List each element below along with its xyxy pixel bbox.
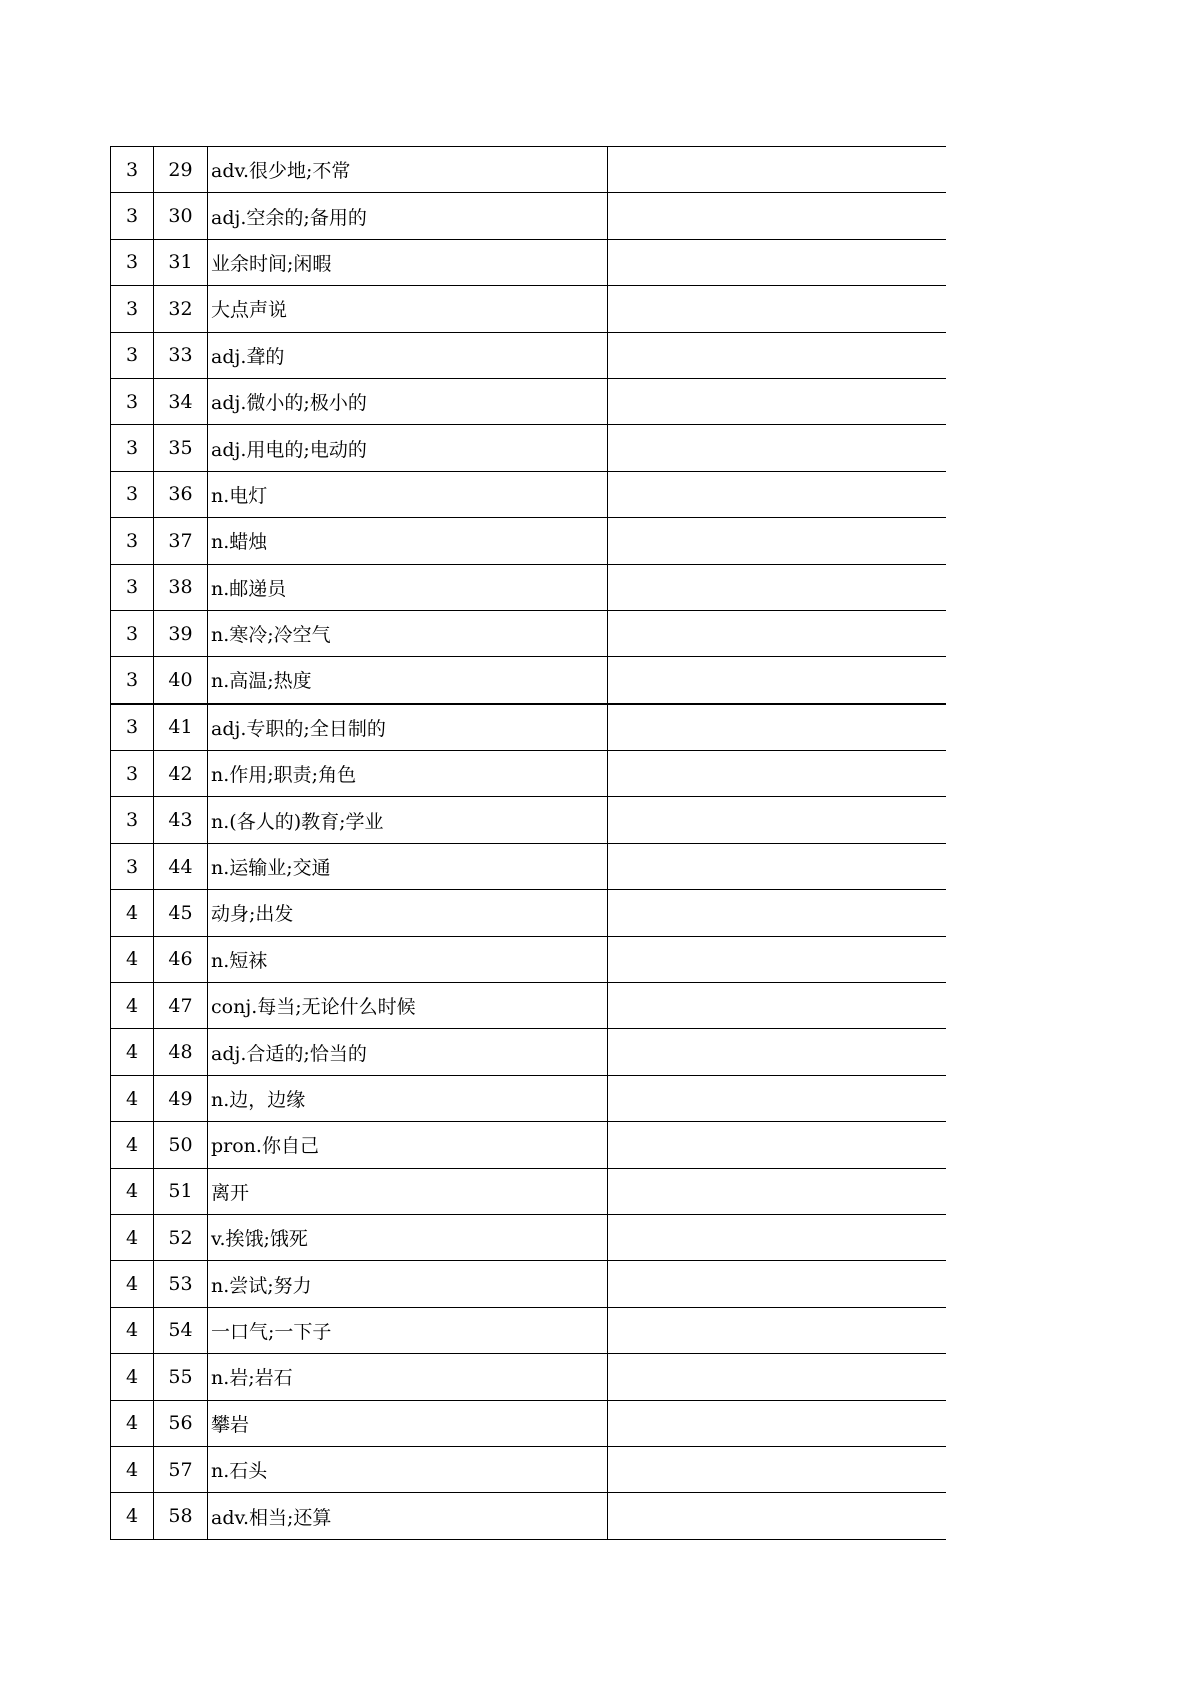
meaning-cell: n.作用;职责;角色 — [208, 751, 608, 797]
answer-cell[interactable] — [608, 518, 947, 564]
unit-cell: 3 — [111, 751, 154, 797]
table-row — [111, 1214, 947, 1260]
unit-cell: 3 — [111, 843, 154, 889]
meaning-cell: adj.聋的 — [208, 332, 608, 378]
number-cell: 51 — [154, 1168, 208, 1214]
number-cell: 48 — [154, 1029, 208, 1075]
meaning-cell: adj.合适的;恰当的 — [208, 1029, 608, 1075]
table-row — [111, 1354, 947, 1400]
answer-cell[interactable] — [608, 983, 947, 1029]
table-row — [111, 936, 947, 982]
vocabulary-table-body — [111, 147, 947, 1540]
number-cell: 41 — [154, 704, 208, 751]
table-row — [111, 1122, 947, 1168]
answer-cell[interactable] — [608, 1214, 947, 1260]
unit-cell: 4 — [111, 1400, 154, 1446]
table-row — [111, 471, 947, 517]
table-row — [111, 378, 947, 424]
answer-cell[interactable] — [608, 1354, 947, 1400]
answer-cell[interactable] — [608, 751, 947, 797]
number-cell: 37 — [154, 518, 208, 564]
table-row — [111, 751, 947, 797]
vocabulary-table — [110, 146, 946, 1540]
unit-cell: 3 — [111, 471, 154, 517]
answer-cell[interactable] — [608, 1029, 947, 1075]
table-row — [111, 983, 947, 1029]
table-row — [111, 1307, 947, 1353]
answer-cell[interactable] — [608, 378, 947, 424]
number-cell: 29 — [154, 147, 208, 193]
answer-cell[interactable] — [608, 797, 947, 843]
meaning-cell: adj.微小的;极小的 — [208, 378, 608, 424]
meaning-cell: adj.专职的;全日制的 — [208, 704, 608, 751]
table-row — [111, 1168, 947, 1214]
answer-cell[interactable] — [608, 657, 947, 704]
number-cell: 35 — [154, 425, 208, 471]
vocabulary-sheet — [110, 146, 946, 1540]
meaning-cell: n.邮递员 — [208, 564, 608, 610]
answer-cell[interactable] — [608, 1122, 947, 1168]
number-cell: 55 — [154, 1354, 208, 1400]
unit-cell: 4 — [111, 1493, 154, 1539]
unit-cell: 4 — [111, 1168, 154, 1214]
unit-cell: 4 — [111, 1214, 154, 1260]
meaning-cell: 一口气;一下子 — [208, 1307, 608, 1353]
unit-cell: 3 — [111, 147, 154, 193]
table-row — [111, 890, 947, 936]
unit-cell: 3 — [111, 518, 154, 564]
unit-cell: 3 — [111, 286, 154, 332]
meaning-cell: pron.你自己 — [208, 1122, 608, 1168]
number-cell: 44 — [154, 843, 208, 889]
number-cell: 43 — [154, 797, 208, 843]
unit-cell: 4 — [111, 1446, 154, 1492]
table-row — [111, 193, 947, 239]
unit-cell: 4 — [111, 1354, 154, 1400]
number-cell: 52 — [154, 1214, 208, 1260]
table-row — [111, 332, 947, 378]
unit-cell: 3 — [111, 564, 154, 610]
unit-cell: 3 — [111, 610, 154, 656]
table-row — [111, 797, 947, 843]
table-row — [111, 1446, 947, 1492]
meaning-cell: adj.用电的;电动的 — [208, 425, 608, 471]
table-row — [111, 1400, 947, 1446]
meaning-cell: n.边，边缘 — [208, 1075, 608, 1121]
meaning-cell: n.石头 — [208, 1446, 608, 1492]
table-row — [111, 564, 947, 610]
number-cell: 34 — [154, 378, 208, 424]
unit-cell: 3 — [111, 797, 154, 843]
meaning-cell: adv.相当;还算 — [208, 1493, 608, 1539]
table-row — [111, 147, 947, 193]
meaning-cell: v.挨饿;饿死 — [208, 1214, 608, 1260]
table-row — [111, 286, 947, 332]
table-row — [111, 843, 947, 889]
meaning-cell: conj.每当;无论什么时候 — [208, 983, 608, 1029]
unit-cell: 4 — [111, 1075, 154, 1121]
meaning-cell: 动身;出发 — [208, 890, 608, 936]
unit-cell: 3 — [111, 332, 154, 378]
unit-cell: 3 — [111, 193, 154, 239]
unit-cell: 4 — [111, 890, 154, 936]
answer-cell[interactable] — [608, 890, 947, 936]
number-cell: 40 — [154, 657, 208, 704]
table-row — [111, 657, 947, 704]
table-row — [111, 1493, 947, 1539]
table-row — [111, 1261, 947, 1307]
answer-cell[interactable] — [608, 286, 947, 332]
number-cell: 58 — [154, 1493, 208, 1539]
number-cell: 31 — [154, 239, 208, 285]
number-cell: 57 — [154, 1446, 208, 1492]
meaning-cell: n.寒冷;冷空气 — [208, 610, 608, 656]
table-row — [111, 518, 947, 564]
answer-cell[interactable] — [608, 1493, 947, 1539]
meaning-cell: n.蜡烛 — [208, 518, 608, 564]
number-cell: 50 — [154, 1122, 208, 1168]
number-cell: 54 — [154, 1307, 208, 1353]
unit-cell: 4 — [111, 1029, 154, 1075]
unit-cell: 4 — [111, 1122, 154, 1168]
meaning-cell: adv.很少地;不常 — [208, 147, 608, 193]
meaning-cell: 大点声说 — [208, 286, 608, 332]
answer-cell[interactable] — [608, 936, 947, 982]
answer-cell[interactable] — [608, 564, 947, 610]
answer-cell[interactable] — [608, 843, 947, 889]
table-row — [111, 704, 947, 751]
meaning-cell: n.(各人的)教育;学业 — [208, 797, 608, 843]
meaning-cell: adj.空余的;备用的 — [208, 193, 608, 239]
unit-cell: 3 — [111, 378, 154, 424]
number-cell: 56 — [154, 1400, 208, 1446]
number-cell: 36 — [154, 471, 208, 517]
unit-cell: 3 — [111, 657, 154, 704]
answer-cell[interactable] — [608, 239, 947, 285]
answer-cell[interactable] — [608, 471, 947, 517]
answer-cell[interactable] — [608, 1446, 947, 1492]
answer-cell[interactable] — [608, 332, 947, 378]
meaning-cell: 离开 — [208, 1168, 608, 1214]
number-cell: 45 — [154, 890, 208, 936]
answer-cell[interactable] — [608, 147, 947, 193]
answer-cell[interactable] — [608, 610, 947, 656]
answer-cell[interactable] — [608, 704, 947, 751]
unit-cell: 4 — [111, 936, 154, 982]
meaning-cell: n.运输业;交通 — [208, 843, 608, 889]
answer-cell[interactable] — [608, 1075, 947, 1121]
number-cell: 39 — [154, 610, 208, 656]
number-cell: 32 — [154, 286, 208, 332]
answer-cell[interactable] — [608, 1261, 947, 1307]
number-cell: 53 — [154, 1261, 208, 1307]
number-cell: 42 — [154, 751, 208, 797]
table-row — [111, 1075, 947, 1121]
answer-cell[interactable] — [608, 193, 947, 239]
unit-cell: 4 — [111, 1261, 154, 1307]
number-cell: 49 — [154, 1075, 208, 1121]
answer-cell[interactable] — [608, 425, 947, 471]
number-cell: 33 — [154, 332, 208, 378]
unit-cell: 4 — [111, 1307, 154, 1353]
meaning-cell: 攀岩 — [208, 1400, 608, 1446]
meaning-cell: n.电灯 — [208, 471, 608, 517]
meaning-cell: 业余时间;闲暇 — [208, 239, 608, 285]
answer-cell[interactable] — [608, 1168, 947, 1214]
number-cell: 46 — [154, 936, 208, 982]
unit-cell: 3 — [111, 239, 154, 285]
table-row — [111, 1029, 947, 1075]
unit-cell: 3 — [111, 425, 154, 471]
answer-cell[interactable] — [608, 1307, 947, 1353]
table-row — [111, 610, 947, 656]
meaning-cell: n.尝试;努力 — [208, 1261, 608, 1307]
number-cell: 47 — [154, 983, 208, 1029]
answer-cell[interactable] — [608, 1400, 947, 1446]
number-cell: 38 — [154, 564, 208, 610]
number-cell: 30 — [154, 193, 208, 239]
unit-cell: 3 — [111, 704, 154, 751]
table-row — [111, 425, 947, 471]
meaning-cell: n.高温;热度 — [208, 657, 608, 704]
unit-cell: 4 — [111, 983, 154, 1029]
meaning-cell: n.岩;岩石 — [208, 1354, 608, 1400]
meaning-cell: n.短袜 — [208, 936, 608, 982]
table-row — [111, 239, 947, 285]
